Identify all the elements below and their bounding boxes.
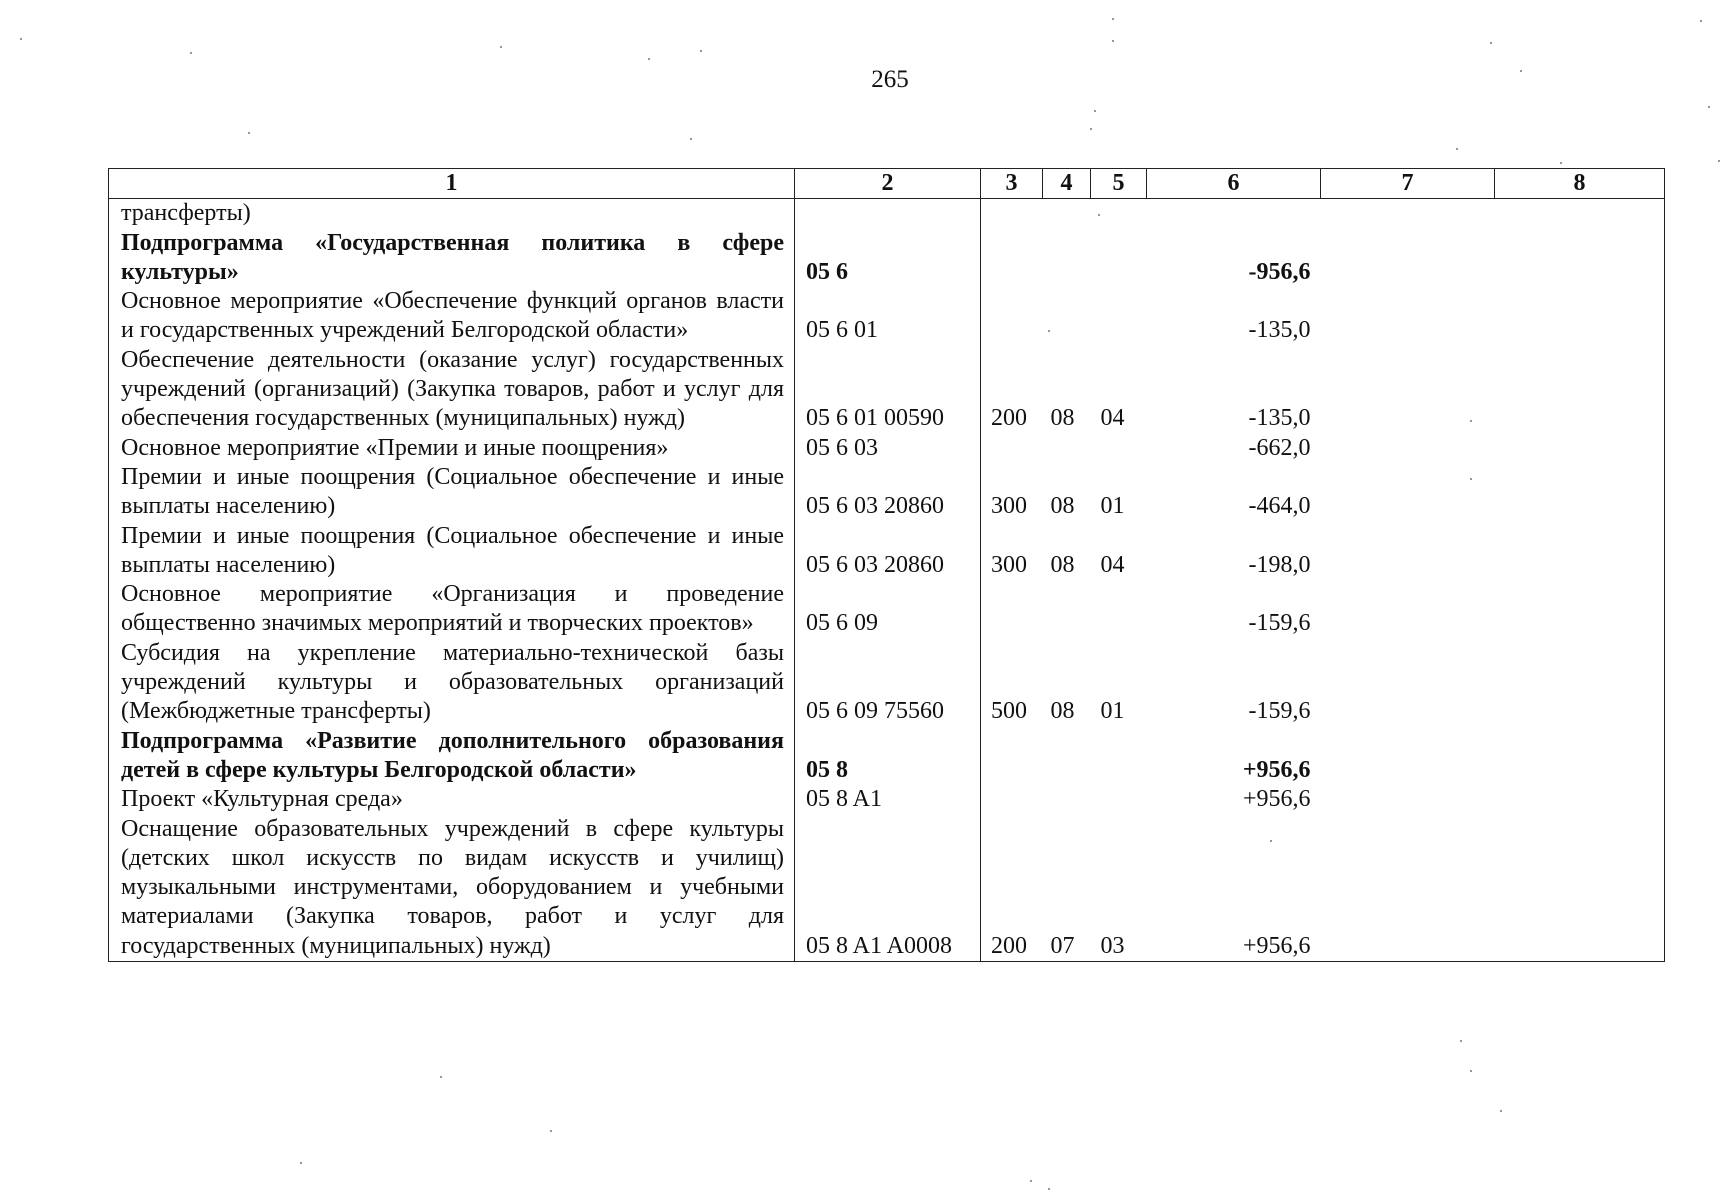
row-description: Основное мероприятие «Премии и иные поощрения» — [109, 434, 795, 463]
row-col5 — [1091, 727, 1147, 786]
row-col3: 200 — [991, 405, 1027, 432]
row-code: 05 6 03 20860 — [795, 522, 981, 581]
row-col5 — [1091, 580, 1147, 639]
row-description: Субсидия на укрепление материально-технической базы учреждений культуры и образовательных организаций (Межбюджетные трансферты) — [109, 639, 795, 727]
row-col4: 08 — [1050, 405, 1075, 432]
row-col7 — [1321, 463, 1495, 522]
table-row — [109, 522, 1665, 581]
row-code: 05 6 09 75560 — [795, 639, 981, 727]
row-col8 — [1495, 287, 1665, 346]
table-row — [109, 727, 1665, 786]
row-col4: 08 — [1050, 698, 1075, 725]
scan-speck — [1094, 110, 1096, 112]
row-col3: 200 — [991, 932, 1027, 959]
row-col4 — [1043, 785, 1091, 814]
row-col3: 300 — [991, 551, 1027, 578]
scan-speck — [248, 132, 250, 134]
table-row — [109, 287, 1665, 346]
row-col8 — [1495, 522, 1665, 581]
budget-table — [108, 168, 1665, 962]
row-col4 — [1043, 434, 1091, 463]
scan-speck — [1112, 40, 1114, 42]
row-col3: 300 — [991, 493, 1027, 520]
page-number: 265 — [871, 66, 909, 93]
row-value: -159,6 — [1248, 698, 1311, 725]
row-col8 — [1495, 463, 1665, 522]
row-col5 — [1091, 229, 1147, 288]
row-description: Премии и иные поощрения (Социальное обеспечение и иные выплаты населению) — [109, 463, 795, 522]
row-col7 — [1321, 815, 1495, 962]
row-code: 05 6 01 00590 — [795, 346, 981, 434]
row-code — [795, 199, 981, 229]
table-row — [109, 580, 1665, 639]
table-body — [109, 199, 1665, 962]
row-value: -135,0 — [1248, 317, 1311, 344]
row-col5: 01 — [1100, 493, 1125, 520]
table-row — [109, 199, 1665, 229]
row-col7 — [1321, 727, 1495, 786]
row-value: -135,0 — [1248, 405, 1311, 432]
row-col4: 07 — [1050, 932, 1075, 959]
column-header-4: 4 — [1043, 169, 1091, 199]
scan-speck — [1560, 162, 1562, 164]
column-header-3: 3 — [981, 169, 1043, 199]
scan-speck — [1048, 330, 1050, 332]
scan-speck — [1270, 840, 1272, 842]
row-col8 — [1495, 434, 1665, 463]
row-value — [1147, 199, 1321, 229]
row-col7 — [1321, 580, 1495, 639]
row-col4 — [1043, 229, 1091, 288]
scan-speck — [1030, 1180, 1032, 1182]
row-col4: 08 — [1050, 493, 1075, 520]
table-row — [109, 463, 1665, 522]
row-col3 — [981, 785, 1043, 814]
row-col3 — [981, 199, 1043, 229]
row-description: Оснащение образовательных учреждений в сфере культуры (детских школ искусств по видам искусств и училищ) музыкальными инструментами, оборудованием и учебными материалами (Закупка товаров, работ и услуг для государственных (муниципальных) нужд) — [109, 815, 795, 962]
row-code: 05 8 — [795, 727, 981, 786]
row-description: Подпрограмма «Развитие дополнительного образования детей в сфере культуры Белгородской области» — [109, 727, 795, 786]
scan-speck — [648, 58, 650, 60]
row-col5 — [1091, 434, 1147, 463]
scan-speck — [1112, 18, 1114, 20]
scan-speck — [550, 1130, 552, 1132]
scan-speck — [500, 46, 502, 48]
row-value: -662,0 — [1248, 434, 1311, 461]
scan-speck — [1700, 20, 1702, 22]
table-row — [109, 785, 1665, 814]
scan-speck — [1456, 148, 1458, 150]
row-col8 — [1495, 639, 1665, 727]
row-col3 — [981, 434, 1043, 463]
row-col8 — [1495, 229, 1665, 288]
row-col8 — [1495, 815, 1665, 962]
row-col4 — [1043, 727, 1091, 786]
row-col7 — [1321, 785, 1495, 814]
row-col5 — [1091, 785, 1147, 814]
scan-speck — [1708, 106, 1710, 108]
row-col3: 500 — [991, 698, 1027, 725]
scan-speck — [1718, 160, 1720, 162]
row-description: Основное мероприятие «Организация и проведение общественно значимых мероприятий и творческих проектов» — [109, 580, 795, 639]
row-col5 — [1091, 287, 1147, 346]
scan-speck — [1098, 214, 1100, 216]
row-code: 05 8 A1 A0008 — [795, 815, 981, 962]
row-col3 — [981, 287, 1043, 346]
row-description: Обеспечение деятельности (оказание услуг) государственных учреждений (организаций) (Закупка товаров, работ и услуг для обеспечения государственных (муниципальных) нужд) — [109, 346, 795, 434]
scan-speck — [20, 38, 22, 40]
row-col7 — [1321, 639, 1495, 727]
scan-speck — [1460, 1040, 1462, 1042]
row-col5: 04 — [1100, 405, 1125, 432]
row-col4: 08 — [1050, 551, 1075, 578]
scan-speck — [690, 138, 692, 140]
scan-speck — [1470, 1070, 1472, 1072]
row-col8 — [1495, 580, 1665, 639]
row-col4 — [1043, 287, 1091, 346]
row-description: Премии и иные поощрения (Социальное обеспечение и иные выплаты населению) — [109, 522, 795, 581]
row-value: -464,0 — [1248, 493, 1311, 520]
column-header-8: 8 — [1495, 169, 1665, 199]
table-row — [109, 434, 1665, 463]
row-value: +956,6 — [1242, 932, 1311, 959]
row-description: Проект «Культурная среда» — [109, 785, 795, 814]
row-col7 — [1321, 199, 1495, 229]
row-col8 — [1495, 199, 1665, 229]
table-header — [109, 169, 1665, 199]
table-row — [109, 815, 1665, 962]
row-col4 — [1043, 580, 1091, 639]
row-col4 — [1043, 199, 1091, 229]
row-col7 — [1321, 522, 1495, 581]
column-header-5: 5 — [1091, 169, 1147, 199]
row-col7 — [1321, 229, 1495, 288]
scan-speck — [440, 1076, 442, 1078]
row-code: 05 6 03 — [795, 434, 981, 463]
row-col8 — [1495, 785, 1665, 814]
table-row — [109, 346, 1665, 434]
scan-speck — [300, 1162, 302, 1164]
column-header-1: 1 — [109, 169, 795, 199]
row-description: Основное мероприятие «Обеспечение функций органов власти и государственных учреждений Белгородской области» — [109, 287, 795, 346]
table-row — [109, 229, 1665, 288]
row-code: 05 6 01 — [795, 287, 981, 346]
scan-speck — [1490, 42, 1492, 44]
row-col7 — [1321, 346, 1495, 434]
scan-speck — [1470, 478, 1472, 480]
row-description: Подпрограмма «Государственная политика в сфере культуры» — [109, 229, 795, 288]
row-value: +956,6 — [1242, 756, 1311, 783]
row-col5: 03 — [1100, 932, 1125, 959]
scan-speck — [700, 50, 702, 52]
row-code: 05 6 09 — [795, 580, 981, 639]
scan-speck — [1090, 128, 1092, 130]
row-value: -159,6 — [1248, 610, 1311, 637]
row-value: +956,6 — [1242, 786, 1311, 813]
scan-speck — [1500, 1110, 1502, 1112]
row-col3 — [981, 727, 1043, 786]
row-col8 — [1495, 346, 1665, 434]
row-col8 — [1495, 727, 1665, 786]
row-col5: 01 — [1100, 698, 1125, 725]
row-code: 05 6 — [795, 229, 981, 288]
scan-speck — [190, 52, 192, 54]
row-code: 05 6 03 20860 — [795, 463, 981, 522]
row-value: -198,0 — [1248, 551, 1311, 578]
row-col3 — [981, 580, 1043, 639]
row-code: 05 8 A1 — [795, 785, 981, 814]
scan-speck — [1048, 1188, 1050, 1190]
row-col5: 04 — [1100, 551, 1125, 578]
column-header-6: 6 — [1147, 169, 1321, 199]
row-col3 — [981, 229, 1043, 288]
scan-speck — [1470, 420, 1472, 422]
table-row — [109, 639, 1665, 727]
column-header-7: 7 — [1321, 169, 1495, 199]
row-description: трансферты) — [109, 199, 795, 229]
column-header-2: 2 — [795, 169, 981, 199]
row-col7 — [1321, 434, 1495, 463]
row-value: -956,6 — [1248, 258, 1311, 285]
row-col7 — [1321, 287, 1495, 346]
scan-speck — [1520, 70, 1522, 72]
